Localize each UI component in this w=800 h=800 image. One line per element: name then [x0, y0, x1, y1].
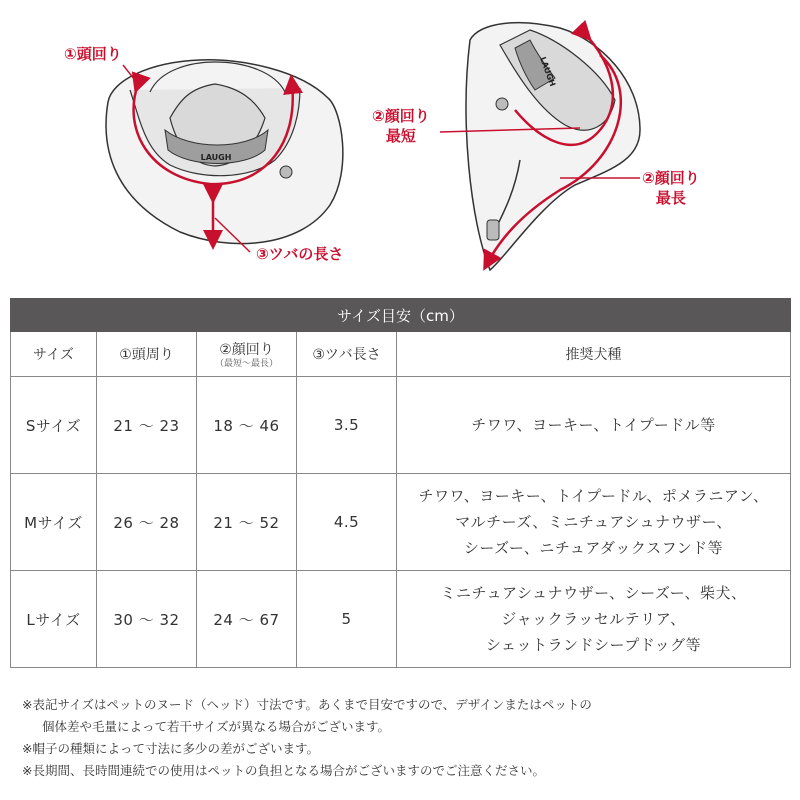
callout-face-longest	[642, 168, 700, 208]
cell-brim: 4.5	[297, 474, 397, 571]
callout-brim-length: ③ツバの長さ	[256, 245, 344, 263]
hat-logo: LAUGH	[200, 153, 232, 162]
callout-head-circumference: ①頭回り	[64, 45, 122, 63]
cell-head: 26 ～ 28	[97, 474, 197, 571]
header-face-label: ②顔回り	[219, 341, 274, 358]
cell-head: 30 ～ 32	[97, 571, 197, 668]
hat-front-view	[106, 60, 343, 252]
header-head: ①頭周り	[97, 332, 197, 377]
snap-button-front	[280, 166, 292, 178]
cell-face: 24 ～ 67	[197, 571, 297, 668]
cell-brim: 3.5	[297, 377, 397, 474]
table-header-row	[11, 332, 791, 377]
dog-line: シーズー、ニチュアダックスフンド等	[463, 539, 724, 557]
callout-face-longest-main: ②顔回り	[642, 169, 700, 187]
note-1-continued: 個体差や毛量によって若干サイズが異なる場合がございます。	[42, 719, 391, 734]
snap-button-side	[496, 98, 508, 110]
header-brim: ③ツバ長さ	[297, 332, 397, 377]
hat-diagram	[0, 0, 800, 290]
dog-line: ジャックラッセルテリア、	[501, 610, 686, 628]
cell-dogs	[397, 377, 791, 474]
cell-dogs	[397, 474, 791, 571]
cell-size: Mサイズ	[11, 474, 97, 571]
header-size: サイズ	[11, 332, 97, 377]
cell-size: Sサイズ	[11, 377, 97, 474]
cell-dogs	[397, 571, 791, 668]
header-face-note: （最短～最長）	[214, 358, 278, 369]
table-row	[11, 474, 791, 571]
dog-line: シェットランドシープドッグ等	[485, 636, 702, 654]
cell-brim: 5	[297, 571, 397, 668]
cell-face: 18 ～ 46	[197, 377, 297, 474]
dog-line: チワワ、ヨーキー、トイプードル、ポメラニアン、	[418, 487, 769, 505]
hat-side-view	[440, 23, 640, 270]
table-row	[11, 571, 791, 668]
table-caption-row	[11, 299, 791, 332]
size-table	[10, 298, 791, 668]
dog-line: ミニチュアシュナウザー、シーズー、柴犬、	[440, 584, 747, 602]
header-dogs: 推奨犬種	[397, 332, 791, 377]
cell-face: 21 ～ 52	[197, 474, 297, 571]
note-3: ※長期間、長時間連続での使用はペットの負担となる場合がございますのでご注意ください。	[22, 763, 545, 778]
cell-head: 21 ～ 23	[97, 377, 197, 474]
callout-face-shortest	[372, 106, 430, 146]
table-caption: サイズ目安（cm）	[11, 299, 791, 332]
dog-line: マルチーズ、ミニチュアシュナウザー、	[455, 513, 732, 531]
callout-face-shortest-main: ②顔回り	[372, 107, 430, 125]
cell-size: Lサイズ	[11, 571, 97, 668]
table-row	[11, 377, 791, 474]
hat-side-logo: LAUGH	[538, 55, 558, 88]
callout-face-longest-sub: 最長	[655, 189, 686, 207]
header-face	[197, 332, 297, 377]
dog-line: チワワ、ヨーキー、トイプードル等	[471, 416, 716, 434]
notes	[22, 694, 792, 782]
callout-face-shortest-sub: 最短	[385, 127, 416, 145]
note-1: ※表記サイズはペットのヌード（ヘッド）寸法です。あくまで目安ですので、デザインまたはペットの	[22, 697, 592, 712]
cord-stopper	[487, 220, 499, 240]
note-2: ※帽子の種類によって寸法に多少の差がございます。	[22, 741, 319, 756]
